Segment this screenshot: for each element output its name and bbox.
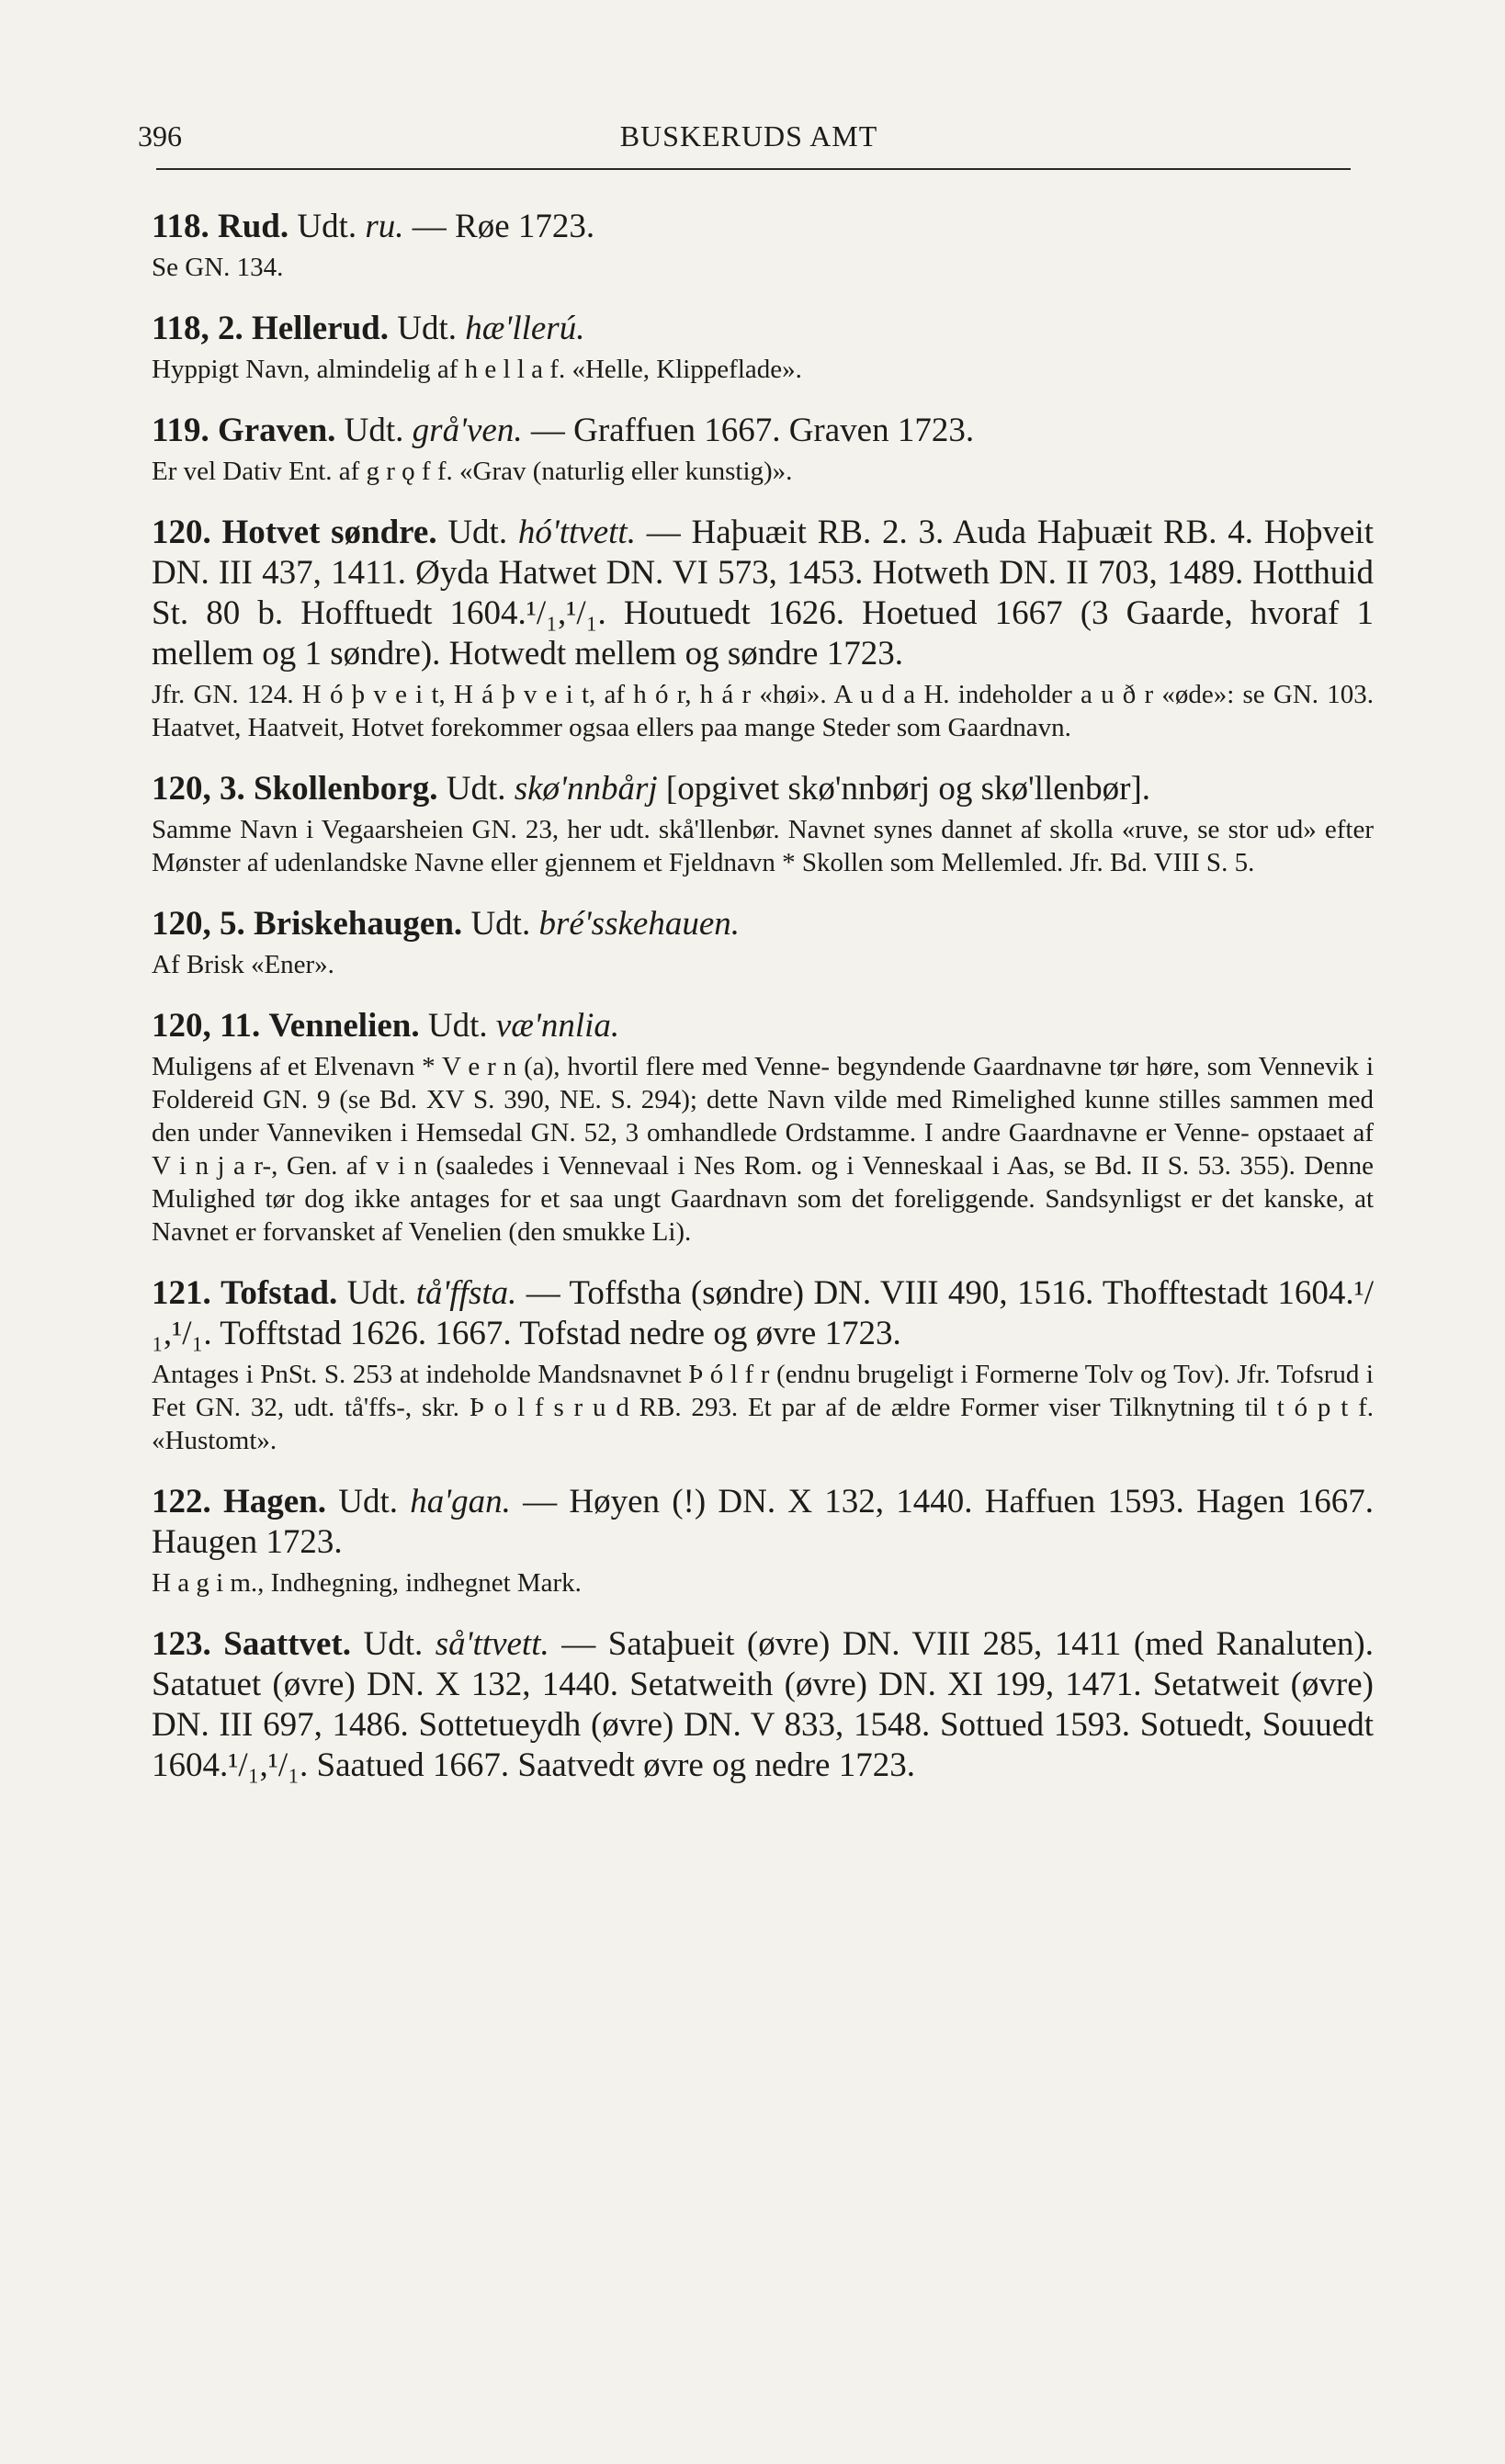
historical-forms: — Toffstha (søndre) DN. VIII 490, 1516. Thofftestadt 1604.¹/₁,¹/₁. Tofftstad 1626. 1667. Tofstad nedre og øvre 1723. [152,1274,1374,1352]
entry-120 [152,513,1374,744]
entry-note: H a g i m., Indhegning, indhegnet Mark. [152,1568,582,1598]
historical-forms: — Sataþueit (øvre) DN. VIII 285, 1411 (med Ranaluten). Satatuet (øvre) DN. X 132, 1440. Setatweith (øvre) DN. XI 199, 1471. Setatweit (øvre) DN. III 697, 1486. Sottetueydh (øvre) DN. V 833, 1548. Sottued 1593. Sotuedt, Souuedt 1604.¹/₁,¹/₁. Saatued 1667. Saatvedt øvre og nedre 1723. [152,1625,1374,1784]
farm-name: Hotvet søndre. [221,514,437,551]
udt-label: Udt. [363,1625,424,1663]
farm-name: Hagen. [222,1483,327,1520]
entry-number: 122. [152,1483,211,1520]
pronunciation: ha'gan. [410,1483,511,1520]
entry-118 [152,207,1374,284]
entry-heading [152,1482,1374,1563]
entry-note: Er vel Dativ Ent. af g r ǫ f f. «Grav (naturlig eller kunstig)». [152,457,793,486]
entry-118-2 [152,309,1374,386]
pronunciation: ru. [365,208,404,245]
pronunciation: så'ttvett. [435,1625,549,1663]
entry-number: 120. [152,514,211,551]
entry-number: 120, 3. [152,770,245,808]
entry-note: Antages i PnSt. S. 253 at indeholde Mandsnavnet Þ ó l f r (endnu brugeligt i Formerne Tolv og Tov). Jfr. Tofsrud i Fet GN. 32, udt. tå'ffs-, skr. Þ o l f s r u d RB. 293. Et par af de ældre Former viser Tilknytning til t ó p t f. «Hustomt». [152,1360,1374,1455]
page-number: 396 [138,119,182,153]
farm-name: Briskehaugen. [254,905,463,943]
entry-heading [152,309,1374,349]
pronunciation: skø'nnbårj [514,770,658,808]
udt-label: Udt. [346,1274,407,1312]
entry-number: 120, 5. [152,905,245,943]
entry-heading [152,769,1374,809]
entry-121 [152,1273,1374,1457]
historical-forms: [opgivet skø'nnbørj og skø'llenbør]. [665,770,1151,808]
historical-forms: — Høyen (!) DN. X 132, 1440. Haffuen 1593. Hagen 1667. Haugen 1723. [152,1483,1375,1561]
pronunciation: væ'nnlia. [495,1007,620,1045]
udt-label: Udt. [447,514,508,551]
udt-label: Udt. [344,412,404,449]
entry-note: Se GN. 134. [152,253,284,282]
udt-label: Udt. [446,770,506,808]
entries-list [152,207,1374,1811]
farm-name: Graven. [217,412,336,449]
farm-name: Skollenborg. [254,770,438,808]
entry-120-3 [152,769,1374,879]
entry-120-11 [152,1006,1374,1249]
pronunciation: bré'sskehauen. [538,905,740,943]
entry-number: 120, 11. [152,1007,261,1045]
entry-123 [152,1624,1374,1786]
entry-heading [152,513,1374,674]
entry-heading [152,411,1374,451]
entry-note: Muligens af et Elvenavn * V e r n (a), hvortil flere med Venne- begyndende Gaardnavne tør høre, som Vennevik i Foldereid GN. 9 (se Bd. XV S. 390, NE. S. 294); dette Navn vilde med Rimelighed kunne stilles sammen med den under Vanneviken i Hemsedal GN. 52, 3 omhandlede Ordstamme. I andre Gaardnavne er Venne- opstaaet af V i n j a r-, Gen. af v i n (saaledes i Vennevaal i Nes Rom. og i Venneskaal i Aas, se Bd. II S. 53. 355). Denne Mulighed tør dog ikke antages for et saa ungt Gaardnavn som det foreliggende. Sandsynligst er det kanske, at Navnet er forvansket af Venelien (den smukke Li). [152,1052,1374,1247]
pronunciation: hó'ttvett. [517,514,636,551]
entry-number: 119. [152,412,209,449]
entry-number: 123. [152,1625,211,1663]
pronunciation: grå'ven. [412,412,523,449]
entry-119 [152,411,1374,488]
header-rule [156,168,1351,170]
udt-label: Udt. [427,1007,488,1045]
pronunciation: hæ'llerú. [465,310,585,347]
farm-name: Hellerud. [251,310,389,347]
farm-name: Tofstad. [221,1274,338,1312]
udt-label: Udt. [338,1483,398,1520]
entry-number: 118. [152,208,209,245]
historical-forms: — Haþuæit RB. 2. 3. Auda Haþuæit RB. 4. Hoþveit DN. III 437, 1411. Øyda Hatwet DN. VI 573, 1453. Hotweth DN. II 703, 1489. Hotthuid St. 80 b. Hofftuedt 1604.¹/₁,¹/₁. Houtuedt 1626. Hoetued 1667 (3 Gaarde, hvoraf 1 mellem og 1 søndre). Hotwedt mellem og søndre 1723. [152,514,1374,673]
entry-number: 121. [152,1274,211,1312]
entry-heading [152,1006,1374,1046]
entry-heading [152,207,1374,247]
udt-label: Udt. [470,905,531,943]
historical-forms: — Graffuen 1667. Graven 1723. [530,412,975,449]
farm-name: Vennelien. [268,1007,420,1045]
udt-label: Udt. [297,208,357,245]
page-header [138,119,1360,164]
entry-heading [152,904,1374,944]
entry-note: Jfr. GN. 124. H ó þ v e i t, H á þ v e i t, af h ó r, h á r «høi». A u d a H. indeholder a u ð r «øde»: se GN. 103. Haatvet, Haatveit, Hotvet forekommer ogsaa ellers paa mange Steder som Gaardnavn. [152,680,1374,742]
entry-120-5 [152,904,1374,981]
entry-heading [152,1273,1374,1354]
entry-122 [152,1482,1374,1599]
running-title: BUSKERUDS AMT [619,119,878,153]
farm-name: Saattvet. [223,1625,351,1663]
pronunciation: tå'ffsta. [415,1274,517,1312]
entry-note: Hyppigt Navn, almindelig af h e l l a f. «Helle, Klippeflade». [152,355,802,384]
udt-label: Udt. [397,310,457,347]
farm-name: Rud. [217,208,289,245]
entry-heading [152,1624,1374,1786]
entry-note: Af Brisk «Ener». [152,950,334,979]
entry-number: 118, 2. [152,310,243,347]
historical-forms: — Røe 1723. [412,208,595,245]
entry-note: Samme Navn i Vegaarsheien GN. 23, her udt. skå'llenbør. Navnet synes dannet af skolla «ruve, se stor ud» efter Mønster af udenlandske Navne eller gjennem et Fjeldnavn * Skollen som Mellemled. Jfr. Bd. VIII S. 5. [152,815,1374,877]
